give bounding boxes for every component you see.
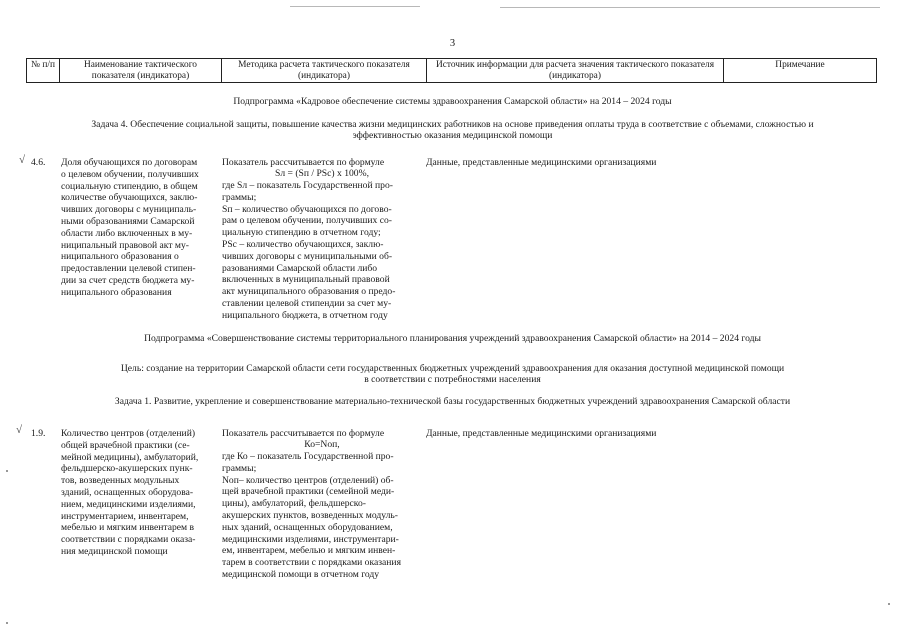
scan-speck [6,622,8,624]
scan-speck [888,603,890,605]
indicator-name: Доля обучающихся по договорам о целевом обучении, получивших социальную стипендию, в общем количестве обучающихся, заклю- чивших договоры с муниципаль- ными образованиями Самарской области либо включенных в му- ниципальный правовой акт му- ниципального образования о предоставлении целевой стипен- дии за счет средств бюджета му- ниципального образования [61,157,199,298]
method-description: где Sл – показатель Государственной про- граммы; Sп – количество обучающихся по догово- рам о целевом обучении, получивших со- циальную стипендию в отчетном году; PSс – количество обучающихся, заклю- чивших договоры с муниципальными об- разованиями Самарской области либо включенных в муниципальный правовой акт муниципального образования о предо- ставлении целевой стипендии за счет му- ниципального бюджета, в отчетном году [222,180,396,321]
page-number: 3 [449,38,456,49]
task-title-1-line2: эффективностью оказания медицинской помощи [352,130,553,141]
header-source: Источник информации для расчета значения тактического показателя (индикатора) [427,59,724,83]
method-intro: Показатель рассчитывается по формуле [222,428,385,439]
row-number: 4.6. [31,157,46,168]
formula: Sл = (Sп / PSс) х 100%, [275,168,369,179]
header-note: Примечание [724,59,877,83]
header-name: Наименование тактического показателя (индикатора) [60,59,222,83]
indicator-name: Количество центров (отделений) общей врачебной практики (се- мейной медицины), амбулаторий, фельдшерско-акушерских пунк- тов, возведенных модульных зданий, оснащенных оборудова- нием, медицинскими изделиями, инструментарием, инвентарем, мебелью и мягким инвентарем в соответствии с порядками оказа- ния медицинской помощи [61,428,199,557]
check-mark: √ [16,424,23,436]
info-source: Данные, представленные медицинскими организациями [426,157,657,168]
scan-speck [6,470,8,472]
subprogram-title-1: Подпрограмма «Кадровое обеспечение системы здравоохранения Самарской области» на 2014 – 2024 годы [233,96,672,107]
info-source: Данные, представленные медицинскими организациями [426,428,657,439]
task-title-2: Задача 1. Развитие, укрепление и совершенствование материально-технической базы государственных бюджетных учреждений здравоохранения Самарской области [114,396,791,407]
check-mark: √ [19,154,26,166]
table-header-row [27,59,877,83]
goal-line1: Цель: создание на территории Самарской области сети государственных бюджетных учреждений здравоохранения для оказания доступной медицинской помощи [120,363,785,374]
header-method: Методика расчета тактического показателя (индикатора) [222,59,427,83]
row-number: 1.9. [31,428,46,439]
formula: Ко=Nоп, [304,439,340,450]
header-num: № п/п [27,59,60,83]
subprogram-title-2: Подпрограмма «Совершенствование системы территориального планирования учреждений здравоохранения Самарской области» на 2014 – 2024 годы [144,333,761,344]
method-intro: Показатель рассчитывается по формуле [222,157,385,168]
scan-line [290,6,420,7]
table-header [26,58,877,83]
scan-line [500,7,880,8]
goal-line2: в соответствии с потребностями населения [364,374,541,385]
method-description: где Ко – показатель Государственной про- граммы; Nоп– количество центров (отделений) об- щей врачебной практики (семейной меди- цины), амбулаторий, фельдшерско- акушерских пунктов, возведенных модуль- ных зданий, оснащенных оборудованием, медицинскими изделиями, инструментари- ем, инвентарем, мебелью и мягким инвен- тарем в соответствии с порядками оказания медицинской помощи в отчетном году [222,451,401,580]
task-title-1-line1: Задача 4. Обеспечение социальной защиты, повышение качества жизни медицинских работников на основе приведения оплаты труда в соответствие с объемами, сложностью и [91,119,814,130]
